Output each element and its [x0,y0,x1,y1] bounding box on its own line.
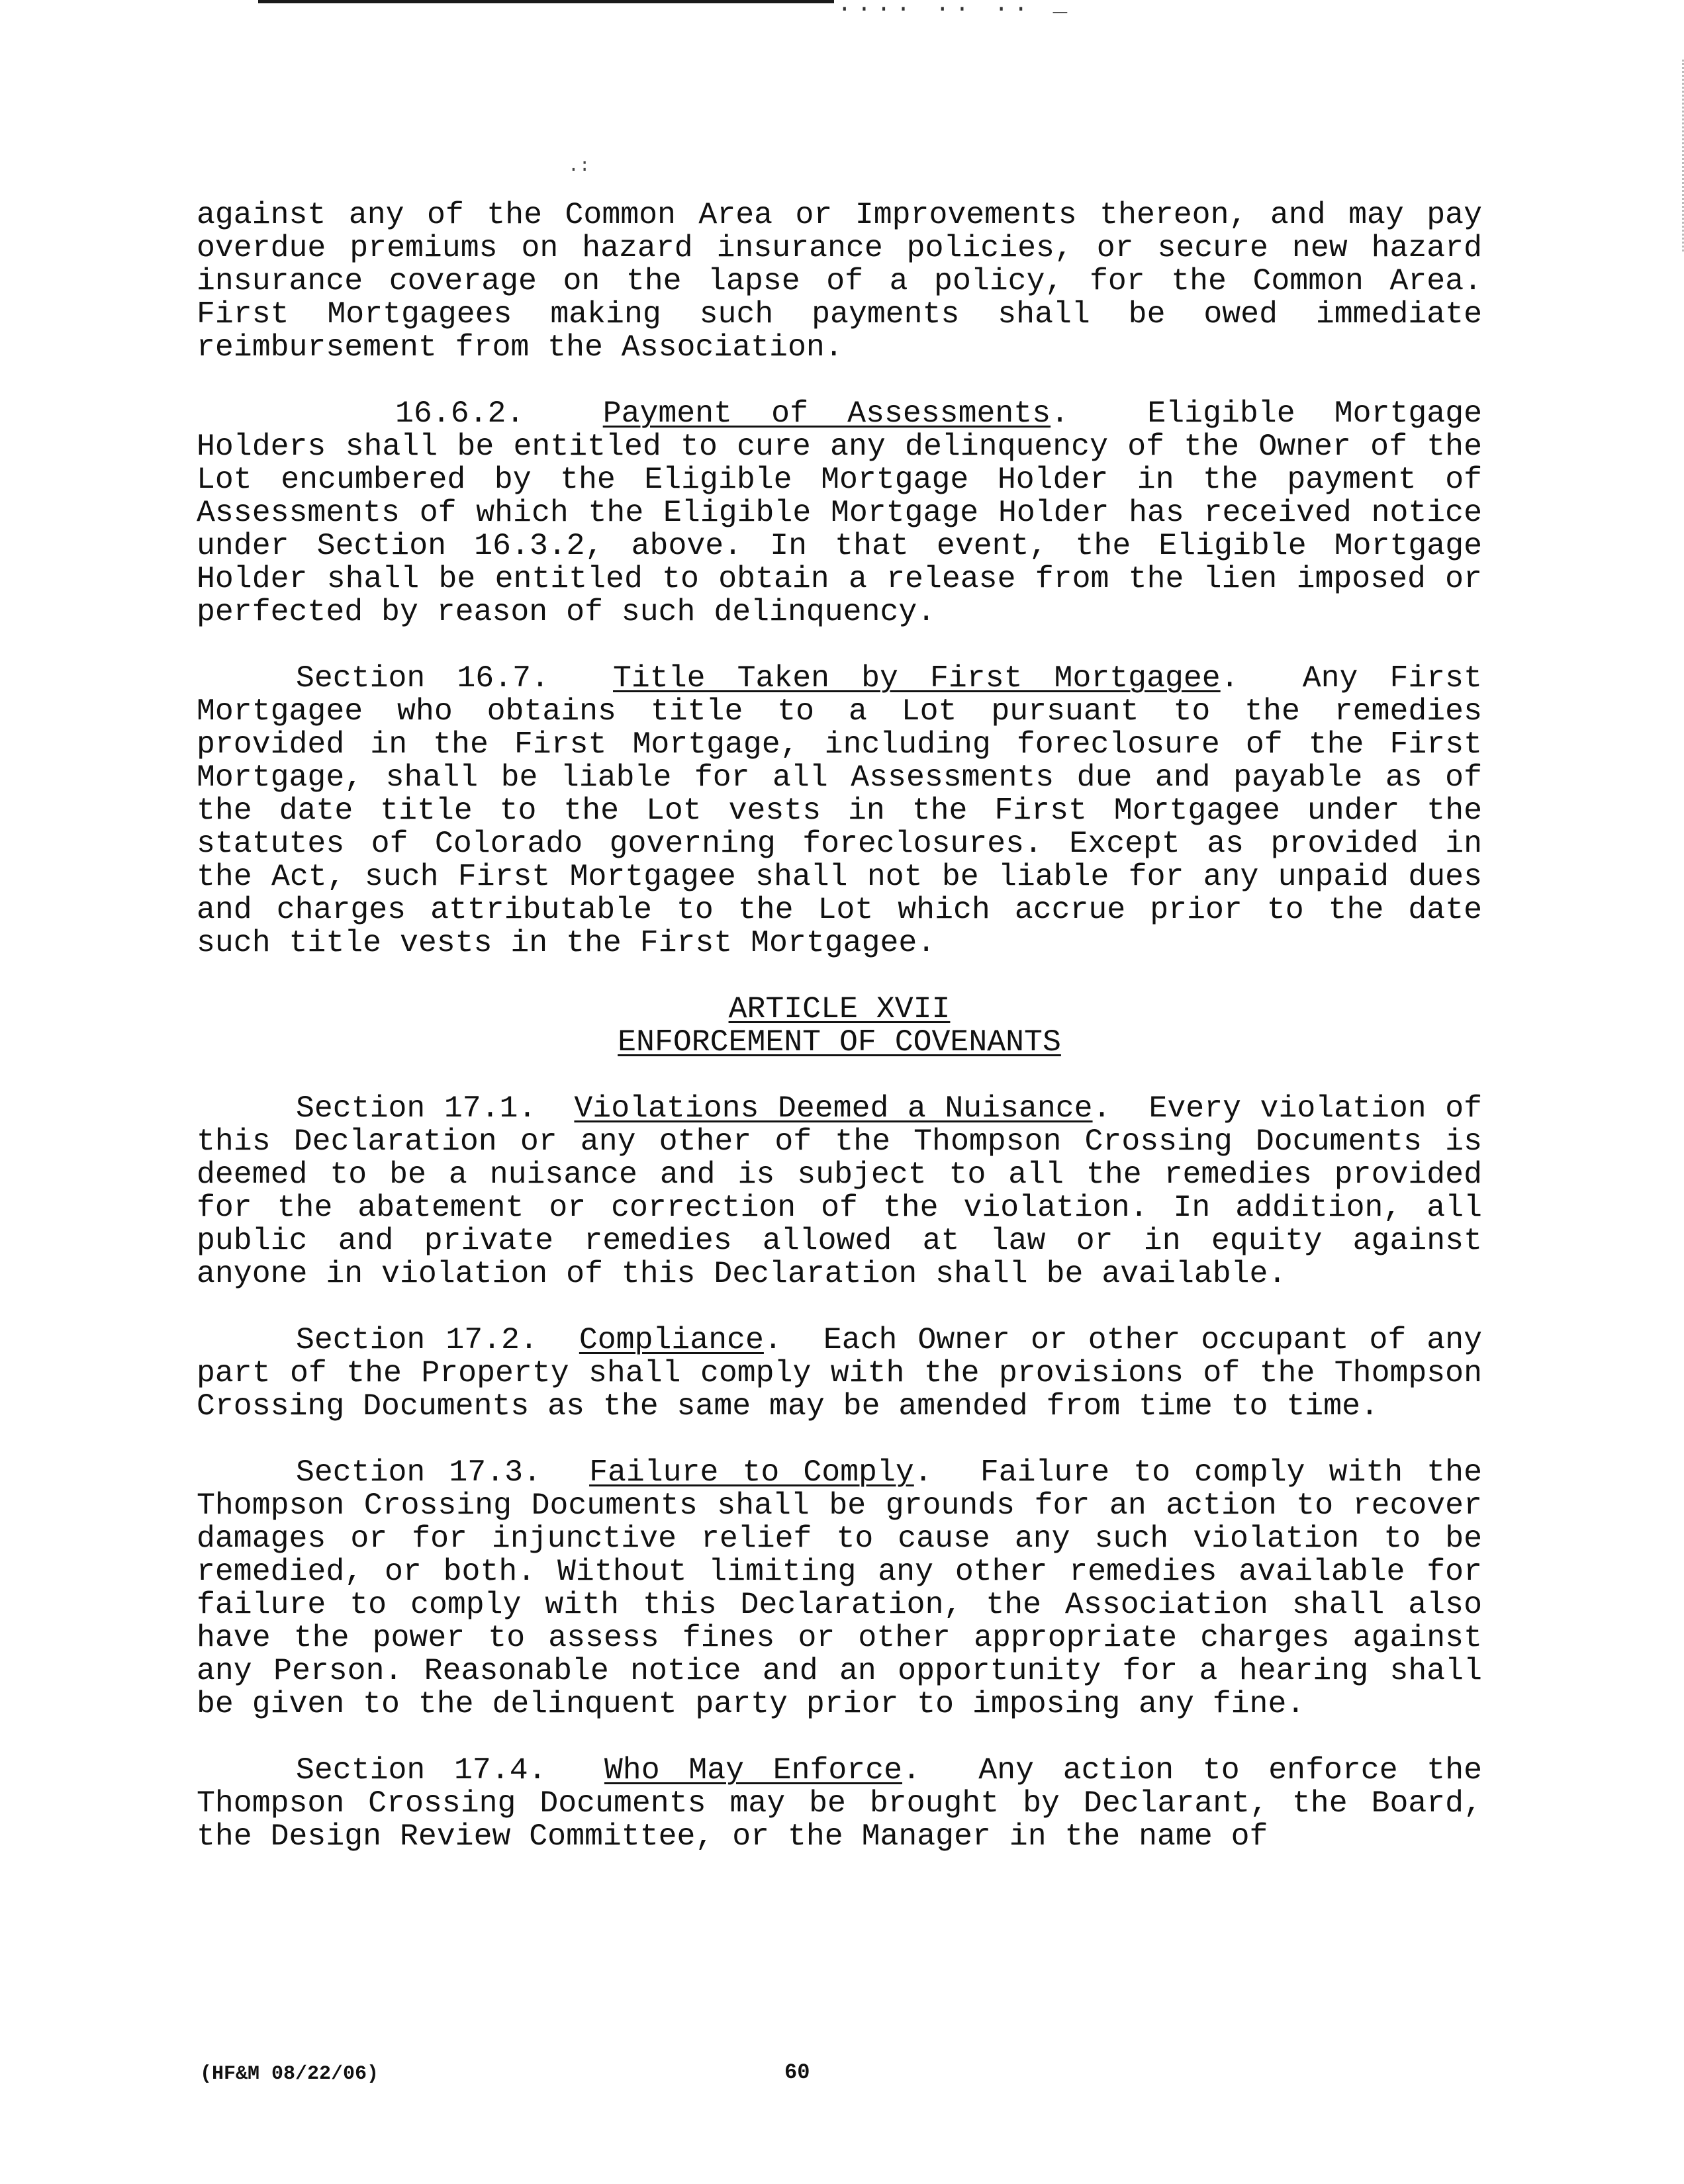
section-17-1: Section 17.1. Violations Deemed a Nuisance. Every violation of this Declaration or any other of the Thompson Crossing Documents is deemed to be a nuisance and is subject to all the remedies provided for the abatement or correction of the violation. In addition, all public and private remedies allowed at law or in equity against anyone in violation of this Declaration shall be available. [197,1091,1482,1291]
section-body: Any action to enforce the Thompson Crossing Documents may be brought by Declarant, the Board, the Design Review Committee, or the Manager in the name of [197,1752,1483,1854]
top-scan-marks: .... .. .. _ [837,0,1073,18]
section-number: Section 17.3. [296,1455,541,1490]
section-title: Title Taken by First Mortgagee [613,660,1221,696]
subsection-body: Eligible Mortgage Holders shall be entitled to cure any delinquency of the Owner of the Lot encumbered by the Eligible Mortgage Holder in the payment of Assessments of which the Eligible Mortgage Holder has received notice under Section 16.3.2, above. In that event, the Eligible Mortgage Holder shall be entitled to obtain a release from the lien imposed or perfected by reason of such delinquency. [197,396,1483,629]
document-page [197,199,1482,1853]
section-title: Violations Deemed a Nuisance [574,1091,1093,1126]
section-number: Section 17.2. [296,1322,538,1357]
paragraph-continuation [197,199,1482,364]
section-17-4: Section 17.4. Who May Enforce. Any action to enforce the Thompson Crossing Documents may be brought by Declarant, the Board, the Design Review Committee, or the Manager in the name of [197,1752,1483,1854]
section-17-3: Section 17.3. Failure to Comply. Failure to comply with the Thompson Crossing Documents shall be grounds for an action to recover damages or for injunctive relief to cause any such violation to be remedied, or both. Without limiting any other remedies available for failure to comply with this Declaration, the Association shall also have the power to assess fines or other appropriate charges against any Person. Reasonable notice and an opportunity for a hearing shall be given to the delinquent party prior to imposing any fine. [197,1455,1482,1721]
top-scan-line [258,0,834,3]
section-body: Failure to comply with the Thompson Crossing Documents shall be grounds for an action to recover damages or for injunctive relief to cause any such violation to be remedied, or both. Without limiting any other remedies available for failure to comply with this Declaration, the Association shall also have the power to assess fines or other appropriate charges against any Person. Reasonable notice and an opportunity for a hearing shall be given to the delinquent party prior to imposing any fine. [197,1455,1482,1721]
section-17-2: Section 17.2. Compliance. Each Owner or other occupant of any part of the Property shall comply with the provisions of the Thompson Crossing Documents as the same may be amended from time to time. [197,1322,1483,1424]
subsection-16-6-2: 16.6.2. Payment of Assessments. Eligible Mortgage Holders shall be entitled to cure any delinquency of the Owner of the Lot encumbered by the Eligible Mortgage Holder in the payment of Assessments of which the Eligible Mortgage Holder has received notice under Section 16.3.2, above. In that event, the Eligible Mortgage Holder shall be entitled to obtain a release from the lien imposed or perfected by reason of such delinquency. [197,396,1483,629]
scan-speck: .: [568,156,590,177]
section-title: Who May Enforce [604,1752,903,1788]
paragraph-text: against any of the Common Area or Improvements thereon, and may pay overdue premiums on hazard insurance policies, or secure new hazard insurance coverage on the lapse of a policy, for the Common Area. First Mortgagees making such payments shall be owed immediate reimbursement from the Association. [197,197,1482,365]
section-title: Failure to Comply [589,1455,914,1490]
section-number: Section 16.7. [296,660,549,696]
page-number: 60 [784,2060,810,2085]
subsection-number: 16.6.2. [395,396,525,431]
subsection-title: Payment of Assessments [602,396,1051,431]
article-heading [197,993,1482,1059]
section-body: Each Owner or other occupant of any part of the Property shall comply with the provisions of the Thompson Crossing Documents as the same may be amended from time to time. [197,1322,1483,1424]
footer-document-code: (HF&M 08/22/06) [200,2063,379,2085]
scan-edge-marks [1678,60,1684,251]
article-number: ARTICLE XVII [728,991,951,1026]
section-body: Every violation of this Declaration or any other of the Thompson Crossing Documents is deemed to be a nuisance and is subject to all the remedies provided for the abatement or correction of the violation. In addition, all public and private remedies allowed at law or in equity against anyone in violation of this Declaration shall be available. [197,1091,1482,1291]
section-16-7: Section 16.7. Title Taken by First Mortgagee. Any First Mortgagee who obtains title to a Lot pursuant to the remedies provided in the First Mortgage, including foreclosure of the First Mortgage, shall be liable for all Assessments due and payable as of the date title to the Lot vests in the First Mortgagee under the statutes of Colorado governing foreclosures. Except as provided in the Act, such First Mortgagee shall not be liable for any unpaid dues and charges attributable to the Lot which accrue prior to the date such title vests in the First Mortgagee. [197,660,1482,960]
article-title: ENFORCEMENT OF COVENANTS [618,1024,1061,1060]
section-title: Compliance [579,1322,764,1357]
section-body: Any First Mortgagee who obtains title to a Lot pursuant to the remedies provided in the First Mortgage, including foreclosure of the First Mortgage, shall be liable for all Assessments due and payable as of the date title to the Lot vests in the First Mortgagee under the statutes of Colorado governing foreclosures. Except as provided in the Act, such First Mortgagee shall not be liable for any unpaid dues and charges attributable to the Lot which accrue prior to the date such title vests in the First Mortgagee. [197,660,1482,960]
section-number: Section 17.1. [296,1091,537,1126]
section-number: Section 17.4. [296,1752,547,1788]
